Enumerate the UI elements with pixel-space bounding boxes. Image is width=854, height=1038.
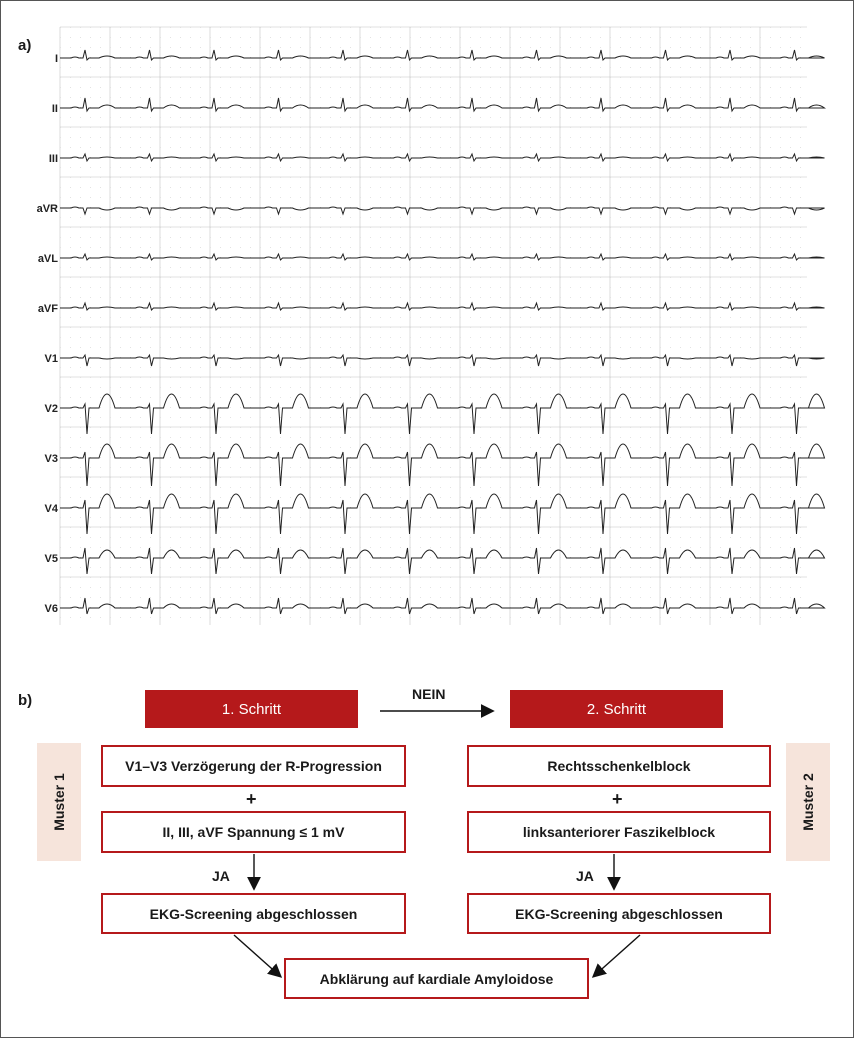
final-box: Abklärung auf kardiale Amyloidose <box>284 958 589 999</box>
muster2-tag <box>786 743 830 861</box>
muster2-label: Muster 2 <box>800 773 817 831</box>
lead-label-V5: V5 <box>44 553 58 565</box>
left-plus: + <box>246 789 257 809</box>
left-criterion-1: V1–V3 Verzögerung der R-Progression <box>101 745 406 787</box>
lead-label-V6: V6 <box>44 603 58 615</box>
step2-header: 2. Schritt <box>510 690 723 728</box>
lead-label-I: I <box>54 53 58 65</box>
lead-label-V3: V3 <box>44 453 58 465</box>
muster1-label: Muster 1 <box>51 773 68 831</box>
ecg-grid-dots <box>60 27 807 625</box>
panel-b-label: b) <box>18 692 33 709</box>
lead-label-aVF: aVF <box>37 303 58 315</box>
lead-label-V4: V4 <box>44 503 58 515</box>
lead-label-V1: V1 <box>44 353 58 365</box>
lead-label-aVR: aVR <box>36 203 58 215</box>
left-yes-label: JA <box>212 868 230 884</box>
lead-label-aVL: aVL <box>37 253 58 265</box>
step1-header: 1. Schritt <box>145 690 358 728</box>
lead-label-V2: V2 <box>44 403 58 415</box>
right-plus: + <box>612 789 623 809</box>
lead-label-III: III <box>48 153 58 165</box>
muster1-tag <box>37 743 81 861</box>
lead-label-II: II <box>51 103 58 115</box>
panel-a-label: a) <box>18 37 32 54</box>
left-criterion-2: II, III, aVF Spannung ≤ 1 mV <box>101 811 406 853</box>
no-label: NEIN <box>412 686 446 702</box>
right-criterion-2: linksanteriorer Faszikelblock <box>467 811 771 853</box>
right-result-box: EKG-Screening abgeschlossen <box>467 893 771 934</box>
right-yes-label: JA <box>576 868 594 884</box>
right-criterion-1: Rechtsschenkelblock <box>467 745 771 787</box>
left-result-box: EKG-Screening abgeschlossen <box>101 893 406 934</box>
ecg-lead-labels <box>37 53 59 615</box>
